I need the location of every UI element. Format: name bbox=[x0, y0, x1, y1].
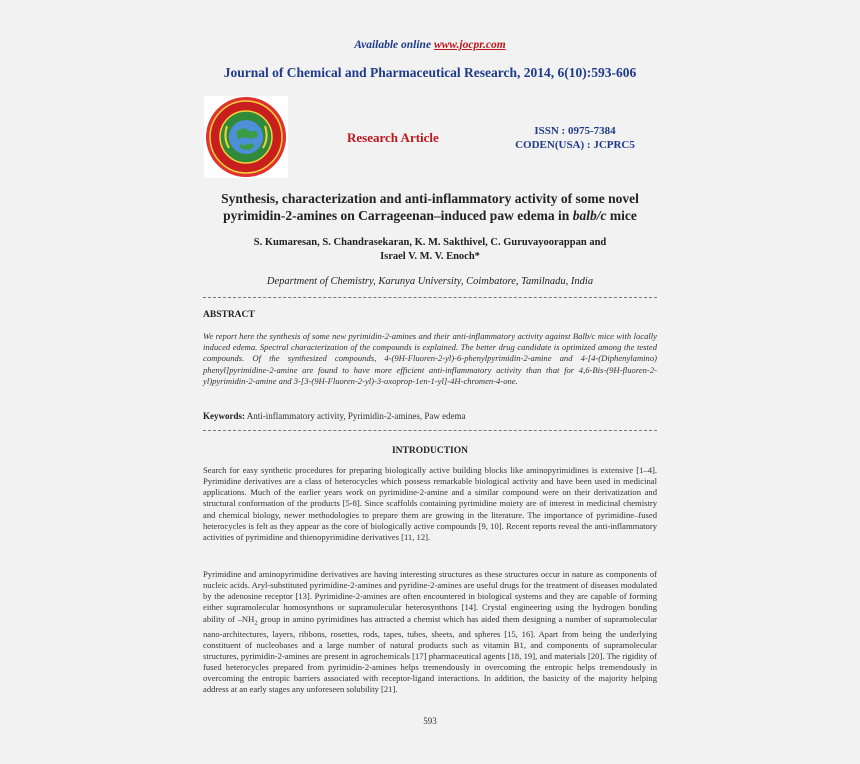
introduction-heading: INTRODUCTION bbox=[391, 446, 468, 456]
abstract-heading: ABSTRACT bbox=[203, 310, 255, 320]
available-online bbox=[0, 39, 860, 51]
journal-seal-icon bbox=[204, 96, 288, 178]
authors-line-1: S. Kumaresan, S. Chandrasekaran, K. M. Sakthivel, C. Guruvayoorappan and bbox=[253, 237, 607, 248]
journal-citation: Journal of Chemical and Pharmaceutical Research, 2014, 6(10):593-606 bbox=[223, 65, 637, 80]
intro-paragraph-2-start: Pyrimidine and aminopyrimidine derivatives are having interesting structures as these structures occur in nature as components of nucleic acids. Aryl-substituted pyrimidine-2-amines and pyridine-2-amines are useful drugs for the treatment of diseases modulated by the adenosine receptor [13]. Pyrimidine-2-amines are often encountered in biological systems and they are capable of forming either supramolecular homosynthons or supramolecular heterosynthons [14]. Crystal engineering using the hydrogen bonding ability of –NH bbox=[203, 569, 657, 624]
journal-seal-logo bbox=[204, 96, 288, 178]
abstract-text: We report here the synthesis of some new pyrimidin-2-amines and their anti-inflammatory activity against Balb/c mice with locally induced edema. Spectral characterization of the compounds is explained. The better drug candidate is optimized among the tested compounds. Of the synthesized compounds, 4-(9H-Fluoren-2-yl)-6-phenylpyrimidin-2-amine and 4-[4-(Diphenylamino) phenyl]pyrimidine-2-amine are found to have more efficient anti-inflammatory activity than that for 4,6-Bis-(9H-fluoren-2-yl)pyrimidin-2-amine and 3-[3-(9H-Fluoren-2-yl)-3-oxoprop-1en-1-yl]-4H-chromen-4-one. bbox=[203, 331, 657, 386]
intro-paragraph-2-end: group in amino pyrimidines has attracted a chemist which has aided them designing a number of supramolecular nano-architectures, layers, ribbons, rosettes, rods, tapes, tubes, sheets, and spheres [15, 16]. Apart from being the underlying constituent of nucleobases and a large number of natural products such as vitamin B1, and components of supramolecular structures, pyrimidin-2-amines are present in agrochemicals [17] pharmaceutical agents [18, 19], and materials [20]. The rigidity of fused heterocycles prepared from pyrimidin-2-amines helps tremendously in overcoming the entropic helps tremendously in overcoming the entropic barriers associated with receptor-ligand interactions. In addition, the basicity of the majority helping address at an early stages any unforeseen solubility [21]. bbox=[203, 613, 657, 695]
title-line-2 bbox=[200, 207, 660, 224]
keywords bbox=[203, 411, 657, 421]
paper-title bbox=[200, 190, 660, 224]
article-type-label: Research Article bbox=[347, 130, 439, 145]
keywords-label: Keywords: bbox=[203, 411, 245, 421]
affiliation: Department of Chemistry, Karunya University, Coimbatore, Tamilnadu, India bbox=[266, 276, 594, 287]
issn-block bbox=[510, 124, 640, 152]
author-list bbox=[200, 236, 660, 264]
intro-paragraph-1: Search for easy synthetic procedures for preparing biologically active building blocks like aminopyrimidines is extensive [1–4]. Pyrimidine derivatives are a class of heterocycles which possess remarkable biological activity and have been used in medicinal applications. Much of the earlier years work on pyrimidine-2-amine and a similar compound were on their derivatization and structural conformation of the products [5-8]. Since scaffolds containing pyrimidine moiety are of interest in medicinal chemistry and chemical biology, newer methodologies to prepare them are growing in the literature. The importance of pyrimidine–fused heterocycles is felt as they appear as the core of biologically active compounds [9, 10]. Recent reports reveal the anti-inflammatory activities of pyrimidine and thienopyrimidine derivatives [11, 12]. bbox=[203, 465, 657, 542]
divider-rule bbox=[203, 297, 657, 298]
issn: ISSN : 0975-7384 bbox=[534, 125, 616, 137]
keywords-text: Anti-inflammatory activity, Pyrimidin-2-amines, Paw edema bbox=[245, 411, 466, 421]
authors-line-2: Israel V. M. V. Enoch* bbox=[380, 251, 480, 262]
nh2-subscript: 2 bbox=[254, 619, 258, 627]
title-italic-term: balb/c bbox=[572, 208, 607, 223]
title-line-2-end: mice bbox=[606, 208, 637, 223]
intro-paragraph-2 bbox=[203, 569, 657, 695]
page-number: 593 bbox=[423, 716, 437, 726]
journal-website-link[interactable]: www.jocpr.com bbox=[433, 39, 506, 51]
title-line-2-text: pyrimidin-2-amines on Carrageenan–induced paw edema in bbox=[223, 208, 573, 223]
coden: CODEN(USA) : JCPRC5 bbox=[515, 139, 635, 151]
available-prefix: Available online bbox=[354, 39, 434, 51]
divider-rule bbox=[203, 430, 657, 431]
title-line-1: Synthesis, characterization and anti-inflammatory activity of some novel bbox=[221, 191, 639, 206]
